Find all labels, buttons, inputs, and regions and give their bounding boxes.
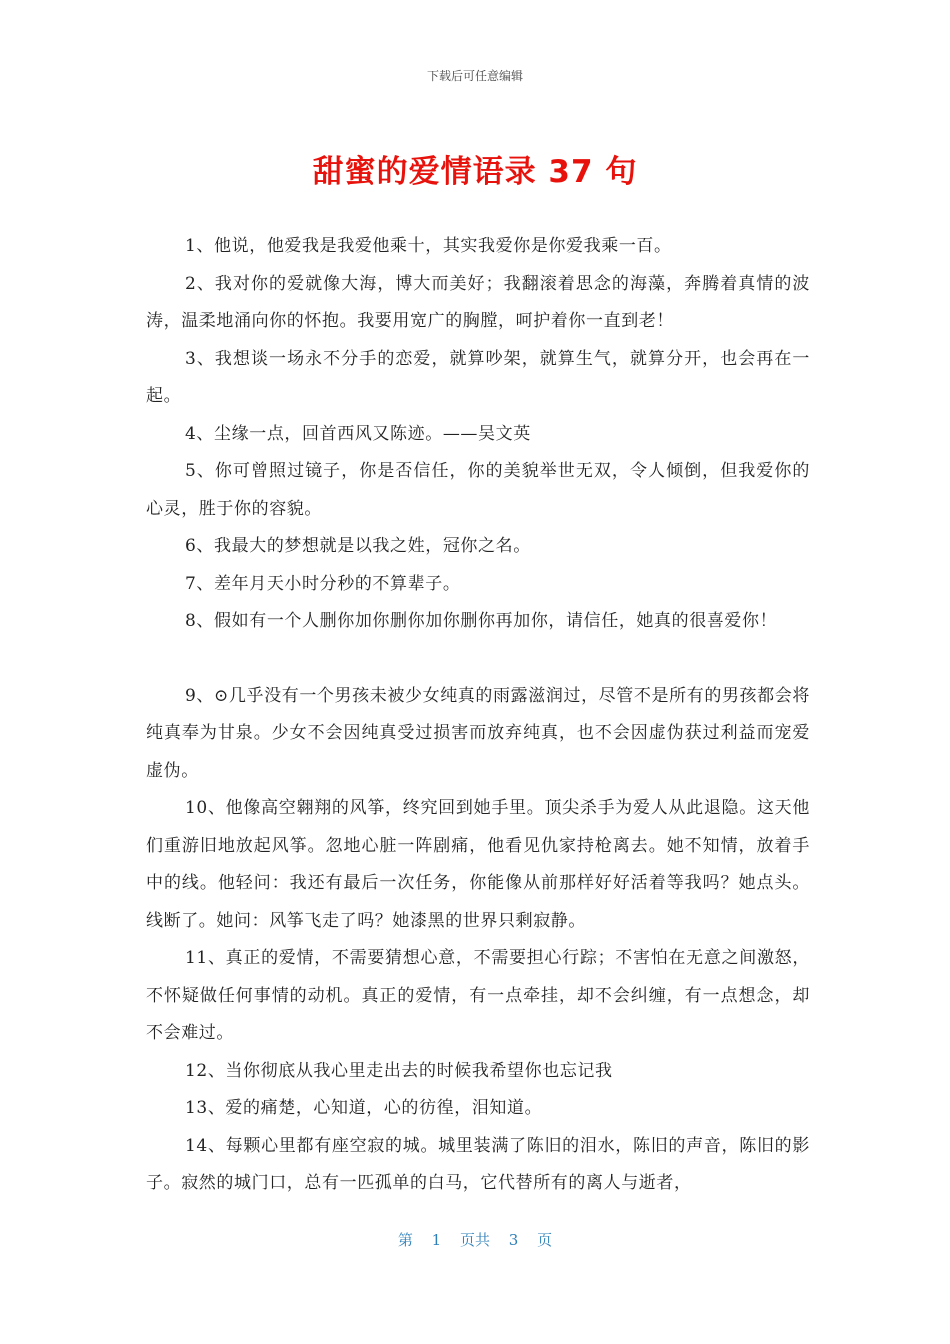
- paragraph: 6、我最大的梦想就是以我之姓，冠你之名。: [185, 536, 531, 556]
- paragraph: 3、我想谈一场永不分手的恋爱，就算吵架，就算生气，就算分开，也会再在一起。: [146, 348, 810, 406]
- paragraph: 4、尘缘一点，回首西风又陈迹。——吴文英: [185, 423, 531, 444]
- document-body: [146, 228, 810, 1203]
- header-note: 下载后可任意编辑: [426, 69, 523, 83]
- paragraph: 12、当你彻底从我心里走出去的时候我希望你也忘记我: [185, 1060, 613, 1081]
- paragraph: 11、真正的爱情，不需要猜想心意，不需要担心行踪；不害怕在无意之间激怒，不怀疑做任何事情的动机。真正的爱情，有一点牵挂，却不会纠缠，有一点想念，却不会难过。: [146, 948, 810, 1043]
- paragraph: 2、我对你的爱就像大海，博大而美好；我翻滚着思念的海藻，奔腾着真情的波涛，温柔地涌向你的怀抱。我要用宽广的胸膛，呵护着你一直到老！: [146, 273, 810, 331]
- paragraph: 8、假如有一个人删你加你删你加你删你再加你，请信任，她真的很喜爱你！: [185, 611, 778, 631]
- paragraph: 7、差年月天小时分秒的不算辈子。: [185, 573, 461, 594]
- paragraph: 9、⊙几乎没有一个男孩未被少女纯真的雨露滋润过，尽管不是所有的男孩都会将纯真奉为甘泉。少女不会因纯真受过损害而放弃纯真，也不会因虚伪获过利益而宠爱虚伪。: [146, 685, 810, 781]
- paragraph: 1、他说，他爱我是我爱他乘十，其实我爱你是你爱我乘一百。: [185, 236, 672, 256]
- page-footer: 第 1 页共 3 页: [397, 1231, 553, 1249]
- paragraph: 13、爱的痛楚，心知道，心的彷徨，泪知道。: [185, 1098, 543, 1118]
- paragraph: 10、他像高空翱翔的风筝，终究回到她手里。顶尖杀手为爱人从此退隐。这天他们重游旧地放起风筝。忽地心脏一阵剧痛，他看见仇家持枪离去。她不知情，放着手中的线。他轻问：我还有最后一次任务，你能像从前那样好好活着等我吗？她点头。线断了。她问：风筝飞走了吗？她漆黑的世界只剩寂静。: [146, 798, 810, 931]
- paragraph: 14、每颗心里都有座空寂的城。城里装满了陈旧的泪水，陈旧的声音，陈旧的影子。寂然的城门口，总有一匹孤单的白马，它代替所有的离人与逝者，: [146, 1135, 810, 1193]
- document-title: 甜蜜的爱情语录 37 句: [312, 154, 638, 190]
- paragraph: 5、你可曾照过镜子，你是否信任，你的美貌举世无双，令人倾倒，但我爱你的心灵，胜于你的容貌。: [146, 461, 810, 519]
